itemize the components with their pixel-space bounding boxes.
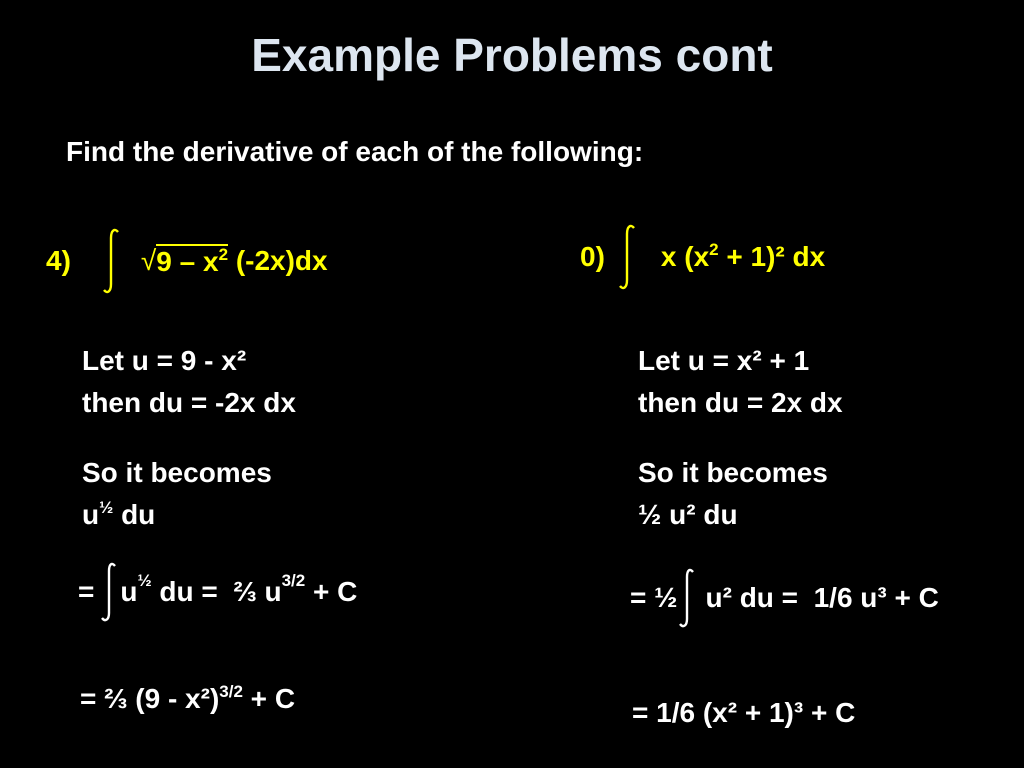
problem-4-substitution	[82, 340, 296, 424]
problem-0-substitution	[638, 340, 843, 424]
problem-4-label: 4)	[46, 245, 71, 276]
problem-4-du-line: then du = -2x dx	[82, 387, 296, 418]
problem-4-becomes-line: So it becomes	[82, 457, 272, 488]
problem-0-step-1: = ½ u² du = 1/6 u³ + C	[630, 566, 939, 630]
problem-0-step-2: = 1/6 (x² + 1)³ + C	[632, 697, 856, 728]
problem-4-step-1: = u $^{\frac{1}{2}}$ du = ⅔ u $^{3/2}$ + C	[78, 560, 357, 624]
problem-4-let-line: Let u = 9 - x²	[82, 345, 247, 376]
integral-sign-icon	[100, 560, 120, 624]
problem-0-du-line: then du = 2x dx	[638, 387, 843, 418]
problem-4-radicand: $9 - x^2$	[156, 245, 229, 277]
problem-4-statement	[46, 226, 328, 296]
integral-sign-icon	[617, 222, 639, 292]
problem-0-statement	[580, 222, 825, 292]
integral-sign-icon	[677, 566, 699, 630]
integral-sign-icon	[101, 226, 123, 296]
problem-0-expression: x $(x^2 + 1)^2$ dx	[660, 240, 826, 272]
problem-0-label: 0)	[580, 241, 605, 272]
problem-0-let-line: Let u = x² + 1	[638, 345, 810, 376]
problem-4-becomes	[82, 452, 272, 536]
problem-0-becomes	[638, 452, 828, 536]
problem-0-becomes-expr: ½ u² du	[638, 499, 738, 530]
problem-4-becomes-expr: $u^{\frac{1}{2}}$ du	[82, 498, 156, 530]
problem-0-becomes-line: So it becomes	[638, 457, 828, 488]
instruction-text: Find the derivative of each of the following:	[66, 136, 644, 167]
sqrt-icon: √	[140, 245, 157, 276]
problem-4-step-2: = ⅔ (9 - x²)$^{3/2}$ + C	[80, 682, 296, 714]
slide-title: Example Problems cont	[251, 29, 773, 81]
problem-4-factor: (-2x)dx	[235, 245, 328, 276]
